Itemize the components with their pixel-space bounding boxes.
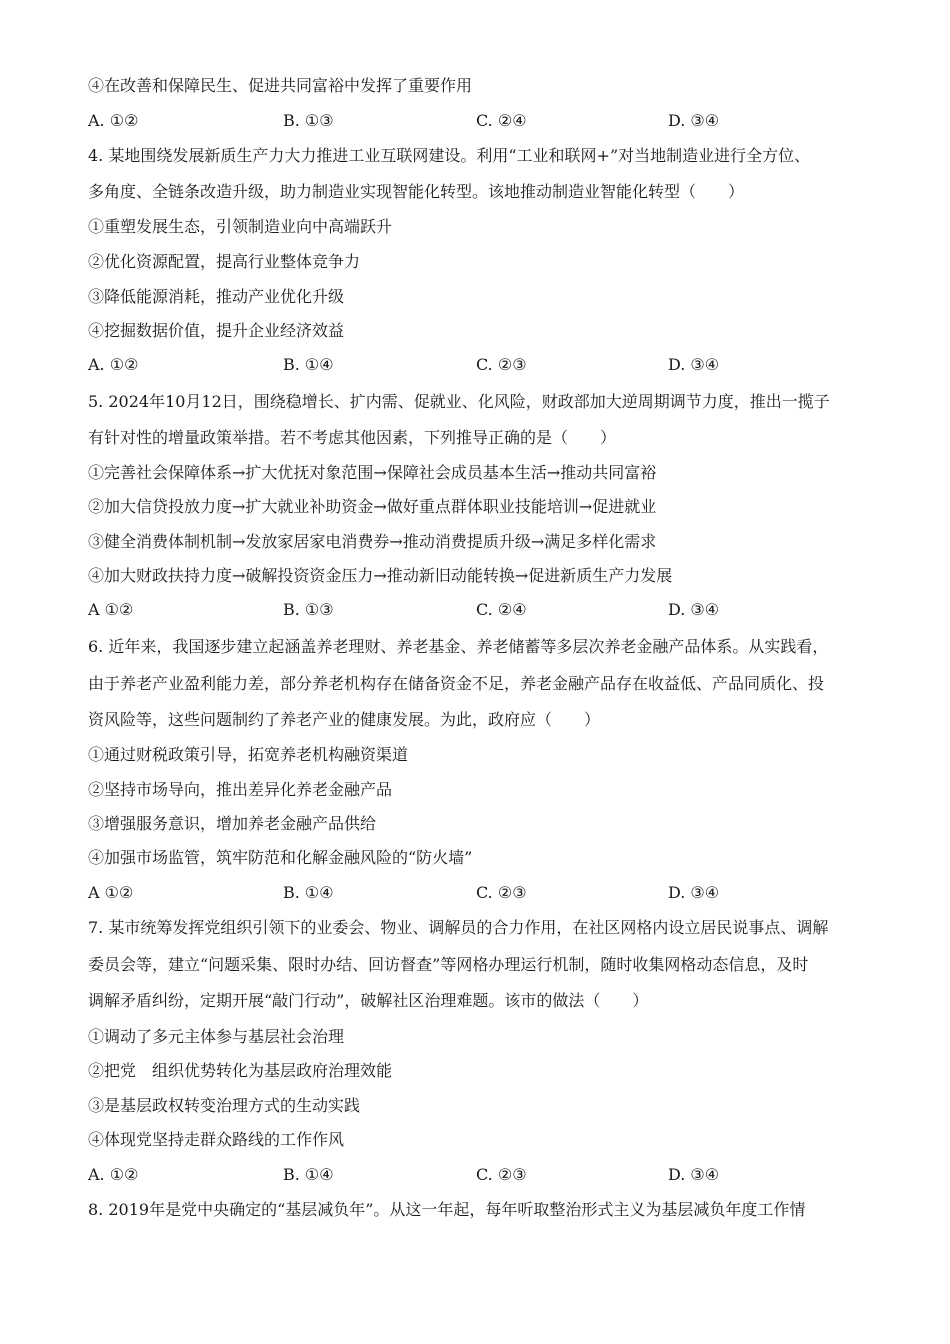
q5-item-1: ①完善社会保障体系→扩大优抚对象范围→保障社会成员基本生活→推动共同富裕 [88, 463, 657, 482]
q6-item-4: ④加强市场监管，筑牢防范和化解金融风险的“防火墙” [88, 848, 473, 867]
option-c: C. ②④ [476, 600, 527, 619]
q6-item-1: ①通过财税政策引导，拓宽养老机构融资渠道 [88, 745, 409, 764]
option-d: D. ③④ [668, 1165, 720, 1184]
option-a: A ①② [88, 600, 134, 619]
option-c: C. ②③ [476, 883, 527, 902]
option-b: B. ①③ [283, 600, 334, 619]
option-a: A. ①② [88, 1165, 139, 1184]
q7-item-1: ①调动了多元主体参与基层社会治理 [88, 1027, 345, 1046]
q7-item-2: ②把党 组织优势转化为基层政府治理效能 [88, 1061, 393, 1080]
option-b: B. ①④ [283, 355, 334, 374]
q5-stem-line-1: 5. 2024年10月12日，围绕稳增长、扩内需、促就业、化风险，财政部加大逆周期调节力度，推出一揽子 [88, 392, 830, 411]
q8-stem-line-1: 8. 2019年是党中央确定的“基层减负年”。从这一年起，每年听取整治形式主义为基层减负年度工作情 [88, 1200, 806, 1219]
option-b: B. ①③ [283, 111, 334, 130]
q7-stem-line-3: 调解矛盾纠纷，定期开展“敲门行动”，破解社区治理难题。该市的做法（ ） [88, 991, 649, 1010]
option-d: D. ③④ [668, 600, 720, 619]
option-d: D. ③④ [668, 355, 720, 374]
q4-item-3: ③降低能源消耗，推动产业优化升级 [88, 287, 345, 306]
q6-item-2: ②坚持市场导向，推出差异化养老金融产品 [88, 780, 393, 799]
option-c: C. ②④ [476, 111, 527, 130]
option-b: B. ①④ [283, 883, 334, 902]
option-c: C. ②③ [476, 355, 527, 374]
q7-item-4: ④体现党坚持走群众路线的工作作风 [88, 1130, 345, 1149]
q7-stem-line-2: 委员会等，建立“问题采集、限时办结、回访督查”等网格办理运行机制，随时收集网格动态信息，及时 [88, 955, 809, 974]
q5-stem-line-2: 有针对性的增量政策举措。若不考虑其他因素，下列推导正确的是（ ） [88, 428, 617, 447]
q7-options [88, 1165, 848, 1185]
option-a: A ①② [88, 883, 134, 902]
q6-stem-line-2: 由于养老产业盈利能力差，部分养老机构存在储备资金不足，养老金融产品存在收益低、产品同质化、投 [88, 674, 825, 693]
q4-item-2: ②优化资源配置，提高行业整体竞争力 [88, 252, 361, 271]
option-d: D. ③④ [668, 111, 720, 130]
option-c: C. ②③ [476, 1165, 527, 1184]
q6-item-3: ③增强服务意识，增加养老金融产品供给 [88, 814, 377, 833]
option-b: B. ①④ [283, 1165, 334, 1184]
q5-item-4: ④加大财政扶持力度→破解投资资金压力→推动新旧动能转换→促进新质生产力发展 [88, 566, 673, 585]
option-d: D. ③④ [668, 883, 720, 902]
q7-item-3: ③是基层政权转变治理方式的生动实践 [88, 1096, 361, 1115]
q4-item-4: ④挖掘数据价值，提升企业经济效益 [88, 321, 345, 340]
q6-options [88, 883, 848, 903]
option-a: A. ①② [88, 355, 139, 374]
q4-item-1: ①重塑发展生态，引领制造业向中高端跃升 [88, 217, 393, 236]
q4-options [88, 355, 848, 375]
q4-stem-line-2: 多角度、全链条改造升级，助力制造业实现智能化转型。该地推动制造业智能化转型（ ） [88, 182, 745, 201]
q3-options [88, 111, 848, 131]
q5-options [88, 600, 848, 620]
q4-stem-line-1: 4. 某地围绕发展新质生产力大力推进工业互联网建设。利用“工业和联网+”对当地制造业进行全方位、 [88, 146, 811, 165]
q5-item-3: ③健全消费体制机制→发放家居家电消费券→推动消费提质升级→满足多样化需求 [88, 532, 657, 551]
q6-stem-line-1: 6. 近年来，我国逐步建立起涵盖养老理财、养老基金、养老储蓄等多层次养老金融产品体系。从实践看， [88, 637, 829, 656]
option-a: A. ①② [88, 111, 139, 130]
q5-item-2: ②加大信贷投放力度→扩大就业补助资金→做好重点群体职业技能培训→促进就业 [88, 497, 657, 516]
q6-stem-line-3: 资风险等，这些问题制约了养老产业的健康发展。为此，政府应（ ） [88, 710, 601, 729]
q7-stem-line-1: 7. 某市统筹发挥党组织引领下的业委会、物业、调解员的合力作用，在社区网格内设立居民说事点、调解 [88, 918, 829, 937]
q3-item-4: ④在改善和保障民生、促进共同富裕中发挥了重要作用 [88, 76, 473, 95]
